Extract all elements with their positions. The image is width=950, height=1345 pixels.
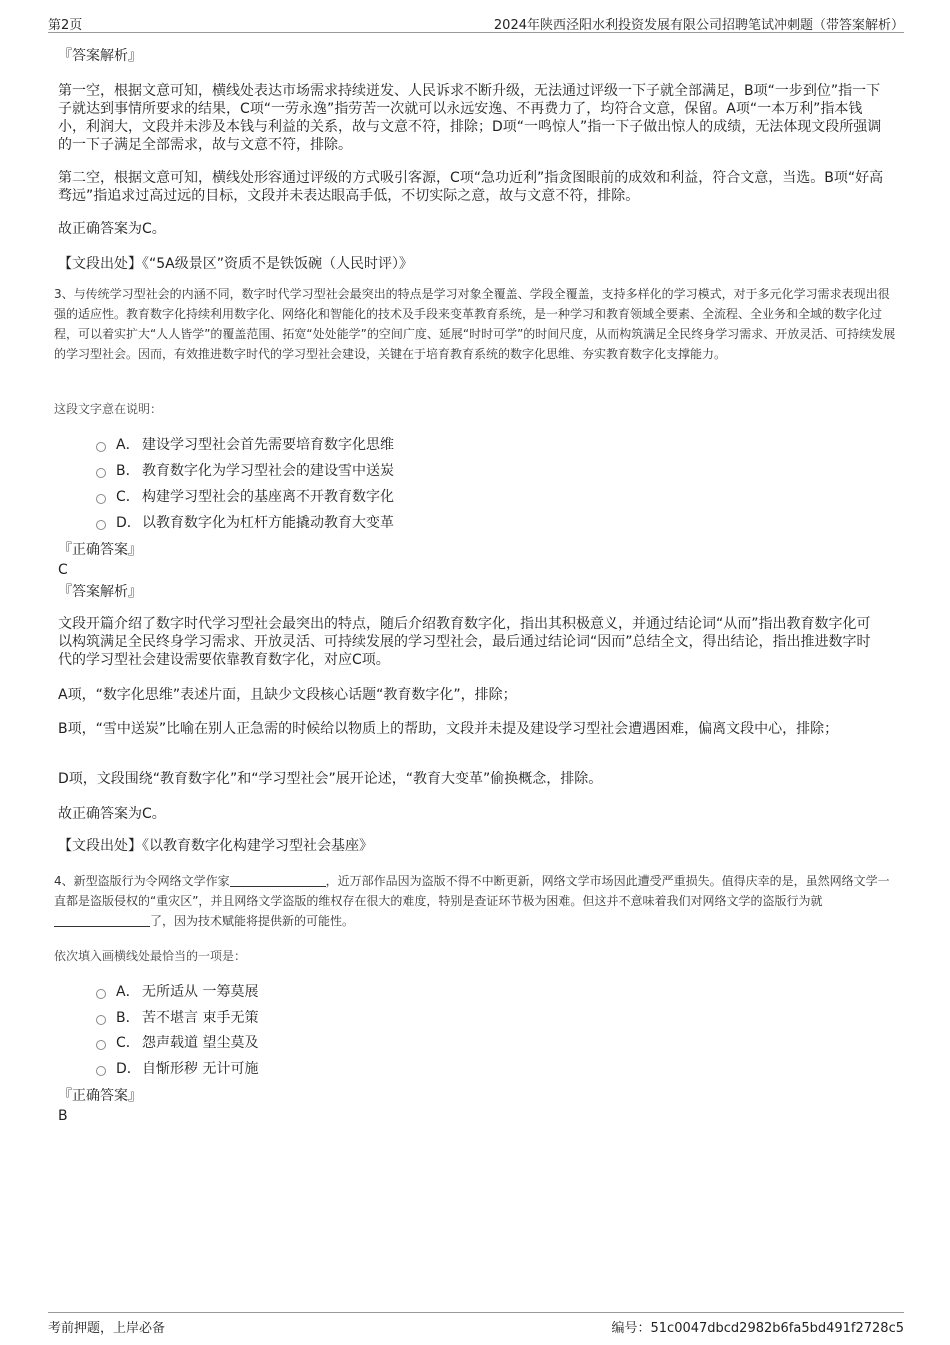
- page-footer: [48, 1312, 904, 1335]
- q3-answer: C: [58, 562, 68, 578]
- radio-icon[interactable]: [96, 1040, 106, 1050]
- q3-prompt: 这段文字意在说明：: [54, 402, 163, 416]
- radio-icon[interactable]: [96, 494, 106, 504]
- q3-analysis-option-b: B项，“雪中送炭”比喻在别人正急需的时候给以物质上的帮助，文段并未提及建设学习型社会遭遇困难，偏离文段中心，排除；: [58, 721, 839, 737]
- source-label: 【文段出处】: [58, 838, 142, 854]
- radio-icon[interactable]: [96, 989, 106, 999]
- q4-option-b[interactable]: B． 苦不堪言 束手无策: [96, 1009, 258, 1027]
- q4-option-a[interactable]: A． 无所适从 一筹莫展: [96, 983, 258, 1001]
- q2-analysis-paragraph-1: 第一空，根据文意可知，横线处表达市场需求持续迸发、人民诉求不断升级，无法通过评级一下子就全部满足，B项“一步到位”指一下子就达到事情所要求的结果，C项“一劳永逸”指劳苦一次就可以永远安逸、不再费力了，均符合文意，保留。A项“一本万利”指本钱小，利润大，文段并未涉及本钱与利益的关系，故与文意不符，排除；D项“一鸣惊人”指一下子做出惊人的成绩，无法体现文段所强调的一下子满足全部需求，故与文意不符，排除。: [58, 83, 882, 153]
- q3-answer-label: 『正确答案』: [58, 542, 142, 558]
- page-header: [48, 12, 904, 33]
- q3-option-a[interactable]: A． 建设学习型社会首先需要培育数字化思维: [96, 436, 394, 454]
- radio-icon[interactable]: [96, 442, 106, 452]
- footer-slogan: 考前押题，上岸必备: [48, 1321, 166, 1336]
- page-number: 第2页: [48, 18, 83, 33]
- source-title: 《“5A级景区”资质不是铁饭碗（人民时评）》: [142, 256, 413, 272]
- q4-stem: 4、新型盗版行为令网络文学作家 ，近万部作品因为盗版不得不中断更新，网络文学市场因此遭受严重损失。值得庆幸的是，虽然网络文学一直都是盗版侵权的“重灾区”，并且网络文学盗版的维权存在很大的难度，特别是查证环节极为困难。但这并不意味着我们对网络文学的盗版行为就了，因为技术赋能将提供新的可能性。: [54, 874, 890, 928]
- radio-icon[interactable]: [96, 1015, 106, 1025]
- q2-analysis-label: 『答案解析』: [58, 48, 142, 64]
- q4-prompt: 依次填入画横线处最恰当的一项是：: [54, 949, 247, 963]
- q4-option-c[interactable]: C． 怨声载道 望尘莫及: [96, 1034, 258, 1052]
- q3-analysis-paragraph-1: 文段开篇介绍了数字时代学习型社会最突出的特点，随后介绍教育数字化，指出其积极意义，并通过结论词“从而”指出教育数字化可以构筑满足全民终身学习需求、开放灵活、可持续发展的学习型社会，最后通过结论词“因而”总结全文，得出结论，指出推进数字时代的学习型社会建设需要依靠教育数字化，对应C项。: [58, 616, 871, 668]
- q3-source: [58, 836, 888, 856]
- q3-analysis-option-d: D项，文段围绕“教育数字化”和“学习型社会”展开论述，“教育大变革”偷换概念，排除。: [58, 771, 603, 787]
- q3-analysis-option-a: A项，“数字化思维”表述片面，且缺少文段核心话题“教育数字化”，排除；: [58, 687, 517, 703]
- q4-answer-label: 『正确答案』: [58, 1088, 142, 1104]
- q4-option-d[interactable]: D．自惭形秽 无计可施: [96, 1060, 258, 1078]
- q4-answer: B: [58, 1108, 68, 1124]
- blank-line-2: [54, 914, 150, 927]
- q3-stem: 3、与传统学习型社会的内涵不同，数字时代学习型社会最突出的特点是学习对象全覆盖、学段全覆盖，支持多样化的学习模式，对于多元化学习需求表现出很强的适应性。教育数字化持续利用数字化、网络化和智能化的技术及手段来变革教育系统，是一种学习和教育领域全要素、全流程、全业务和全域的数字化过程，可以着实扩大“人人皆学”的覆盖范围、拓宽“处处能学”的空间广度、延展“时时可学”的时间尺度，从而构筑满足全民终身学习需求、开放灵活、可持续发展的学习型社会。因而，有效推进数字时代的学习型社会建设，关键在于培育教育系统的数字化思维、夯实教育数字化支撑能力。: [54, 287, 896, 361]
- radio-icon[interactable]: [96, 1066, 106, 1076]
- blank-line-1: [230, 874, 326, 887]
- q3-option-b[interactable]: B． 教育数字化为学习型社会的建设雪中送炭: [96, 462, 394, 480]
- q3-option-d[interactable]: D．以教育数字化为杠杆方能撬动教育大变革: [96, 514, 394, 532]
- source-title: 《以教育数字化构建学习型社会基座》: [142, 838, 373, 854]
- q3-conclusion: 故正确答案为C。: [58, 806, 166, 822]
- q2-conclusion: 故正确答案为C。: [58, 221, 166, 237]
- document-title: 2024年陕西泾阳水利投资发展有限公司招聘笔试冲刺题（带答案解析）: [493, 18, 904, 33]
- q2-analysis-paragraph-2: 第二空，根据文意可知，横线处形容通过评级的方式吸引客源，C项“急功近利”指贪图眼前的成效和利益，符合文意，当选。B项“好高骛远”指追求过高过远的目标，文段并未表达眼高手低，不切实际之意，故与文意不符，排除。: [58, 170, 884, 204]
- q3-option-c[interactable]: C． 构建学习型社会的基座离不开教育数字化: [96, 488, 394, 506]
- source-label: 【文段出处】: [58, 256, 142, 272]
- document-code: 编号：51c0047dbcd2982b6fa5bd491f2728c5: [611, 1321, 904, 1336]
- radio-icon[interactable]: [96, 468, 106, 478]
- radio-icon[interactable]: [96, 520, 106, 530]
- q2-source: [58, 254, 888, 274]
- q3-analysis-label: 『答案解析』: [58, 584, 142, 600]
